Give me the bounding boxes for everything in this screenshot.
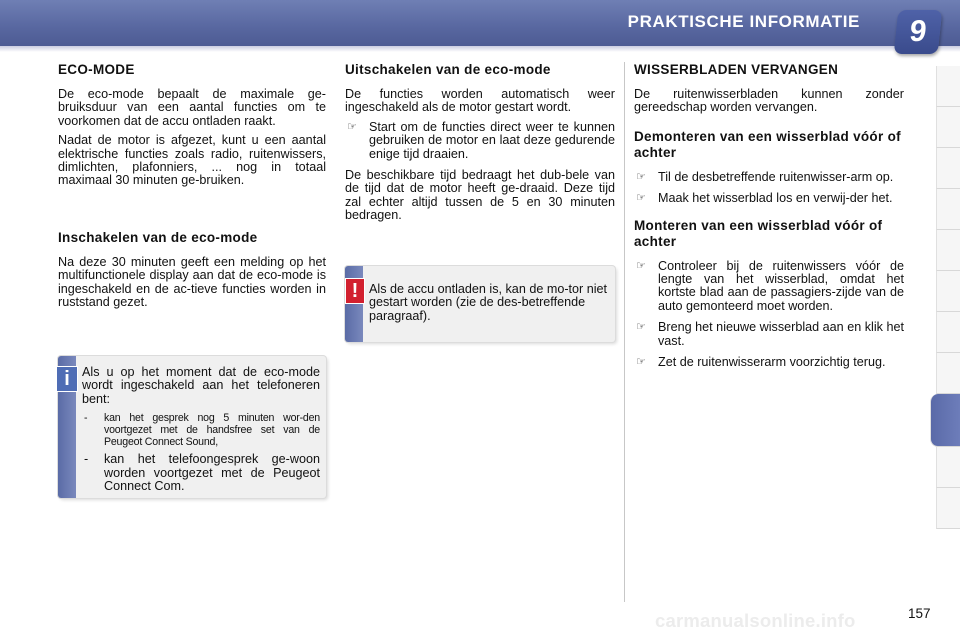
chapter-tab-active[interactable] (930, 394, 960, 447)
watermark: carmanualsonline.info (655, 610, 856, 631)
chapter-tab[interactable] (936, 189, 960, 230)
info-dash-item: - kan het gesprek nog 5 minuten wor-den voortgezet met de handsfree set van de Peugeot Connect Sound, (84, 412, 320, 449)
paragraph: De ruitenwisserbladen kunnen zonder gereedschap worden vervangen. (634, 87, 904, 115)
header-shadow (0, 46, 960, 52)
column-eco-mode (58, 62, 326, 315)
paragraph: Nadat de motor is afgezet, kunt u een aantal elektrische functies zoals radio, ruitenwissers, dimlichten, plafonniers, ... nog in totaal maximaal 30 minuten ge-bruiken. (58, 133, 326, 188)
warning-icon: ! (345, 278, 365, 304)
bullet-item: ☞ Zet de ruitenwisserarm voorzichtig terug. (636, 355, 886, 370)
column-eco-mode-off (345, 62, 615, 229)
heading-wiper-blades: WISSERBLADEN VERVANGEN (634, 62, 839, 77)
heading-eco-mode-off: Uitschakelen van de eco-mode (345, 62, 551, 77)
heading-eco-mode: ECO-MODE (58, 62, 135, 77)
column-divider (624, 62, 625, 602)
info-dash-item: - kan het telefoongesprek ge-woon worden voortgezet met de Peugeot Connect Com. (84, 452, 320, 494)
hand-pointer-icon: ☞ (347, 120, 357, 133)
bullet-item: ☞ Maak het wisserblad los en verwij-der het. (636, 191, 893, 206)
hand-pointer-icon: ☞ (636, 192, 646, 205)
heading-remove-wiper: Demonteren van een wisserblad vóór of achter (634, 128, 901, 160)
chapter-tab[interactable] (936, 447, 960, 488)
chapter-tab[interactable] (936, 271, 960, 312)
chapter-tab[interactable] (936, 107, 960, 148)
page-number: 157 (908, 606, 931, 621)
chapter-tab[interactable] (936, 148, 960, 189)
warning-text: Als de accu ontladen is, kan de mo-tor niet gestart worden (zie de des-betreffende paragraaf). (369, 282, 608, 323)
chapter-number-badge: 9 (894, 10, 943, 54)
hand-pointer-icon: ☞ (636, 170, 646, 183)
bullet-item: ☞ Breng het nieuwe wisserblad aan en klik het vast. (636, 320, 904, 348)
chapter-tab[interactable] (936, 66, 960, 107)
info-box (58, 356, 326, 498)
info-text: Als u op het moment dat de eco-mode wordt ingeschakeld aan het telefoneren bent: (82, 365, 320, 406)
paragraph: De beschikbare tijd bedraagt het dub-bele van de tijd dat de motor heeft ge-draaid. Deze tijd zal echter altijd tussen de 5 en 30 minuten bedragen. (345, 168, 615, 223)
bullet-item: ☞ Start om de functies direct weer te kunnen gebruiken de motor en laat deze gedurende enige tijd draaien. (347, 119, 615, 161)
chapter-tab[interactable] (936, 230, 960, 271)
hand-pointer-icon: ☞ (636, 356, 646, 369)
heading-eco-mode-on: Inschakelen van de eco-mode (58, 229, 258, 245)
heading-mount-wiper: Monteren van een wisserblad vóór of achter (634, 217, 883, 249)
bullet-item: ☞ Til de desbetreffende ruitenwisser-arm op. (636, 169, 894, 184)
paragraph: Na deze 30 minuten geeft een melding op het multifunctionele display aan dat de eco-mode is ingeschakeld en de ac-tieve functies worden in ruststand gezet. (58, 254, 326, 310)
hand-pointer-icon: ☞ (636, 321, 646, 334)
chapter-tab[interactable] (936, 312, 960, 353)
hand-pointer-icon: ☞ (636, 259, 646, 272)
section-title: PRAKTISCHE INFORMATIE (627, 12, 860, 31)
paragraph: De functies worden automatisch weer ingeschakeld als de motor gestart wordt. (345, 87, 615, 115)
bullet-item: ☞ Controleer bij de ruitenwissers vóór de lengte van het wisserblad, omdat het kortste blad aan de passagiers-zijde van de auto gemonteerd moet worden. (636, 258, 904, 313)
paragraph: De eco-mode bepaalt de maximale ge-bruiksduur van een aantal functies om te voorkomen dat de accu ontladen raakt. (58, 87, 326, 128)
chapter-tabs (936, 66, 960, 574)
warning-box (345, 266, 615, 342)
info-icon: i (56, 366, 78, 392)
chapter-tab[interactable] (936, 353, 960, 394)
column-wiper-blades (634, 62, 904, 377)
chapter-tab[interactable] (936, 488, 960, 529)
